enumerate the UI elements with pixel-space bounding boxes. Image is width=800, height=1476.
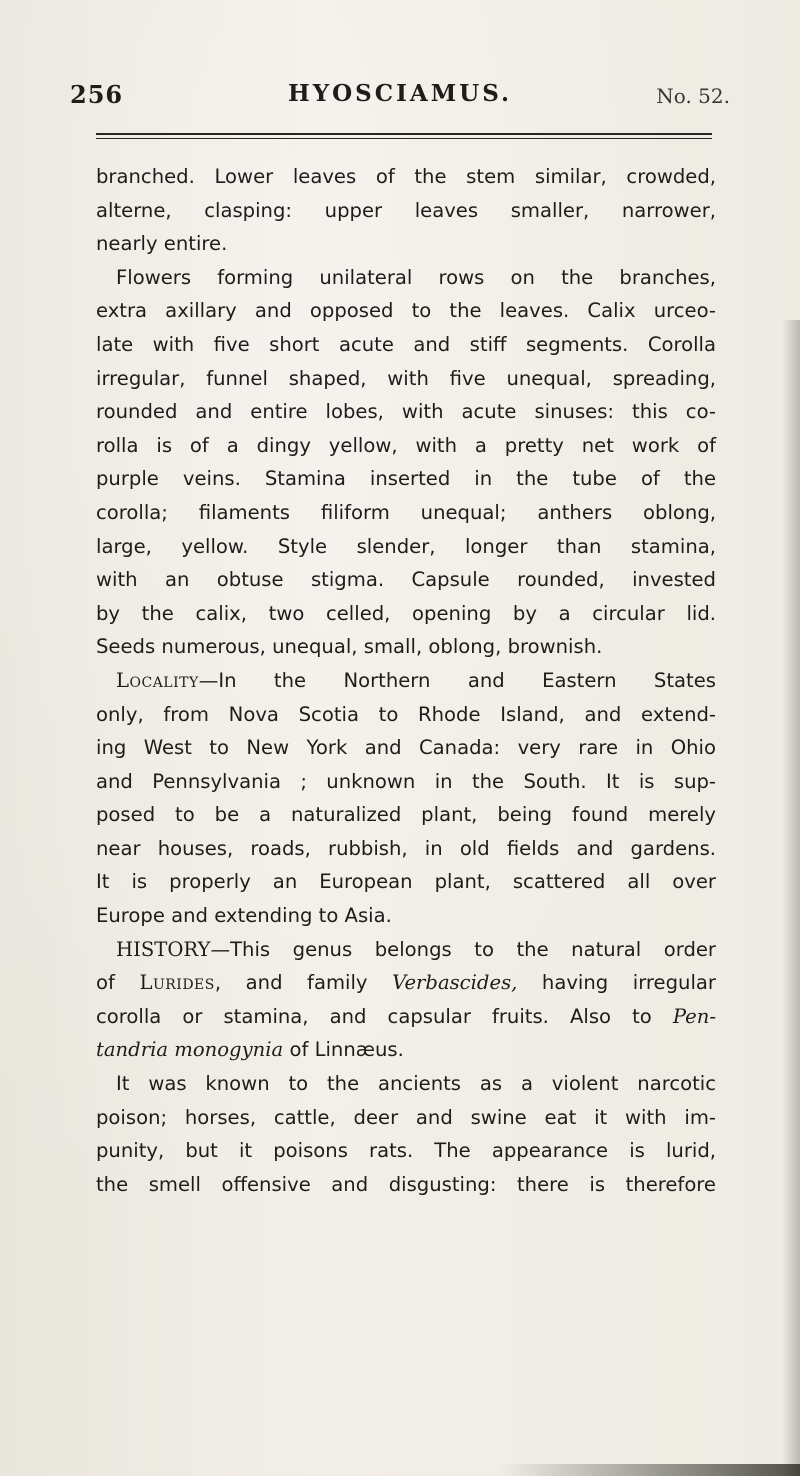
linnaean-class-part1: Pen- [672,1004,716,1028]
page-number: 256 [70,80,124,109]
text-line: It is properly an European plant, scattered all over [96,870,716,894]
running-title: HYOSCIAMUS. [287,80,513,107]
text-line: punity, but it poisons rats. The appearance is lurid, [96,1139,716,1163]
text-line: extra axillary and opposed to the leaves. Calix urceo- [96,299,716,323]
text-line: nearly entire. [96,232,228,256]
text-line: only, from Nova Scotia to Rhode Island, and extend- [96,702,716,726]
running-head [70,80,730,114]
history-fragment: of [96,971,140,995]
linnaean-class-part2: tandria monogynia [96,1038,284,1062]
history-line-2 [96,966,716,1000]
body-text [96,160,716,1201]
family-name: Verbascides, [392,971,518,995]
text-line: posed to be a naturalized plant, being found merely [96,803,716,827]
text-line: alterne, clasping: upper leaves smaller, narrower, [96,198,716,222]
text-line: It was known to the ancients as a violent narcotic [116,1072,716,1096]
history-fragment: of Linnæus. [283,1038,404,1062]
history-line-3 [96,1000,716,1034]
header-rule-thick [96,133,712,135]
header-rule-thin [96,138,712,139]
order-name: Lurides [139,971,215,995]
history-fragment: having irregular [517,971,716,995]
text-line: and Pennsylvania ; unknown in the South. It is sup- [96,769,716,793]
history-text: —This genus belongs to the natural order [210,937,716,961]
locality-heading: Locality [116,668,199,692]
history-line-4 [96,1033,716,1067]
history-heading: HISTORY [116,937,211,961]
text-line: late with five short acute and stiff segments. Corolla [96,332,716,356]
history-first-line [96,933,716,967]
page-edge-shadow [782,320,800,1476]
text-line: poison; horses, cattle, deer and swine eat it with im- [96,1105,716,1129]
text-line: large, yellow. Style slender, longer than stamina, [96,534,716,558]
text-line: rolla is of a dingy yellow, with a pretty net work of [96,433,716,457]
text-line: branched. Lower leaves of the stem similar, crowded, [96,165,716,188]
text-line: purple veins. Stamina inserted in the tube of the [96,467,716,491]
text-line: rounded and entire lobes, with acute sinuses: this co- [96,400,716,424]
locality-first-line [96,664,716,698]
plate-number: No. 52. [656,84,730,108]
text-line: the smell offensive and disgusting: there is therefore [96,1172,716,1196]
history-fragment: , and family [214,971,393,995]
text-line: Flowers forming unilateral rows on the branches, [116,265,716,289]
page-corner-shadow [500,1464,800,1476]
locality-text: —In the Northern and Eastern States [198,668,716,692]
history-fragment: corolla or stamina, and capsular fruits. Also to [96,1004,673,1028]
text-line: corolla; filaments filiform unequal; anthers oblong, [96,500,716,524]
text-line: Seeds numerous, unequal, small, oblong, brownish. [96,635,603,659]
text-line: Europe and extending to Asia. [96,904,392,928]
text-line: ing West to New York and Canada: very rare in Ohio [96,736,716,760]
text-line: by the calix, two celled, opening by a circular lid. [96,601,716,625]
text-line: near houses, roads, rubbish, in old fields and gardens. [96,836,716,860]
text-line: irregular, funnel shaped, with five unequal, spreading, [96,366,716,390]
text-line: with an obtuse stigma. Capsule rounded, invested [96,568,716,592]
